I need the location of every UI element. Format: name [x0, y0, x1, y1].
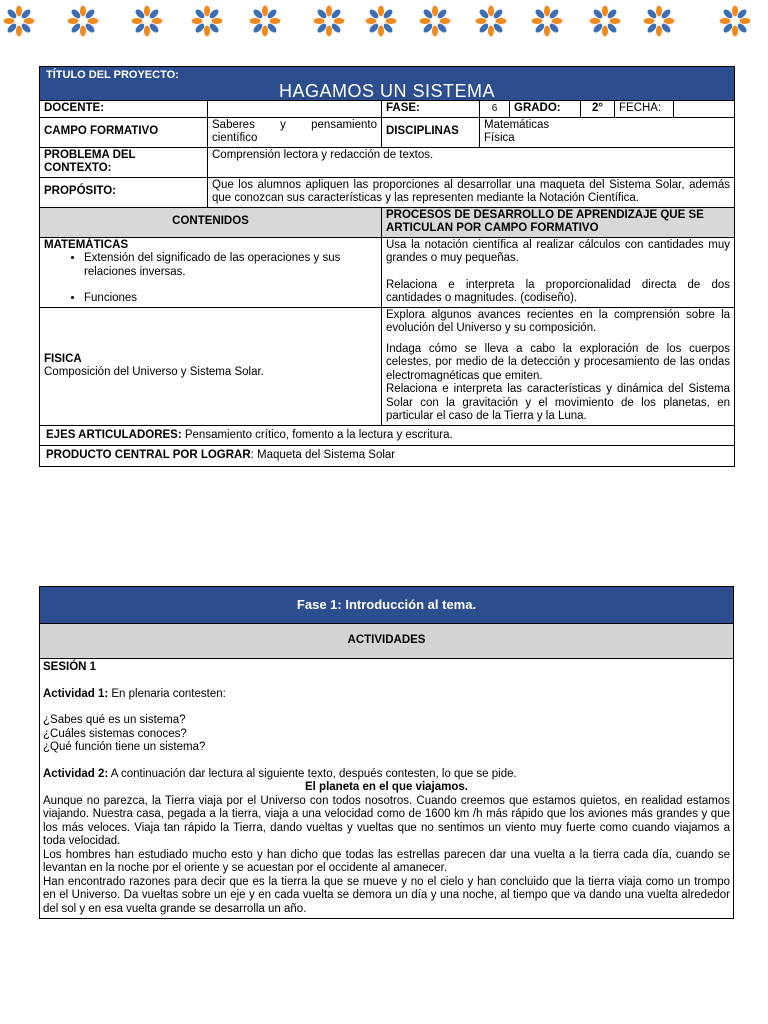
- pda-item: Relaciona e interpreta la proporcionalidad directa de dos cantidades o magnitudes. (codiseño).: [386, 278, 731, 304]
- project-title: HAGAMOS UN SISTEMA: [279, 80, 496, 101]
- ejes-value: Pensamiento crítico, fomento a la lectura y escritura.: [181, 428, 453, 441]
- question: ¿Qué función tiene un sistema?: [43, 741, 206, 753]
- pinwheel-icon: [130, 4, 164, 38]
- pinwheel-icon: [190, 4, 224, 38]
- docente-label: DOCENTE:: [40, 101, 208, 118]
- matematicas-pda: [382, 237, 735, 307]
- reading-paragraph: Han encontrado razones para decir que es la tierra la que se mueve y no el cielo y han concluido que la tierra viaja como un trompo en el Universo. Da vueltas sobre un eje y en cada vuelta se demora un día y una noche, al tiempo que va dando una vuelta alrededor del sol y en esa vuelta grande se desarrolla un año.: [43, 875, 730, 915]
- project-label: TÍTULO DEL PROYECTO:: [46, 69, 179, 81]
- ejes-label: EJES ARTICULADORES:: [46, 428, 182, 441]
- procesos-header: PROCESOS DE DESARROLLO DE APRENDIZAJE QUE SE ARTICULAN POR CAMPO FORMATIVO: [382, 207, 735, 237]
- contenidos-header: CONTENIDOS: [40, 207, 382, 237]
- pda-item: Relaciona e interpreta las características y dinámica del Sistema Solar con la gravitación y el movimiento de los planetas, en particular el caso de la Tierra y la Luna.: [386, 383, 731, 422]
- activity-1: [43, 688, 730, 702]
- reading-paragraph: Aunque no parezca, la Tierra viaja por el Universo con todos nosotros. Cuando creemos que estamos quietos, en realidad estamos viajando. Nuestra casa, pegada a la tierra, viaja a una velocidad como de 1600 km /h más rápido que los aviones más grandes y que los más veloces. Viaja tan rápido la Tierra, dando vueltas y vueltas que no sentimos un viento muy fuerte como cuando viajamos a toda velocidad.: [43, 794, 730, 847]
- producto-row: [40, 446, 735, 467]
- problema-label: PROBLEMA DEL CONTEXTO:: [40, 147, 208, 177]
- fisica-label: FISICA: [44, 352, 82, 365]
- fase-label: FASE:: [382, 101, 480, 118]
- pinwheel-icon: [474, 4, 508, 38]
- pinwheel-icon: [66, 4, 100, 38]
- pda-item: Indaga cómo se lleva a cabo la exploración de los cuerpos celestes, por medio de la detección y procesamiento de las ondas electromagnéticas que emiten.: [386, 342, 731, 382]
- producto-label: PRODUCTO CENTRAL POR LOGRAR: [46, 449, 251, 461]
- reading-title: El planeta en el que viajamos.: [305, 781, 468, 793]
- fecha-label: FECHA:: [615, 101, 674, 118]
- project-header-table: [39, 66, 735, 467]
- campo-label: CAMPO FORMATIVO: [40, 117, 208, 147]
- disciplinas-label: DISCIPLINAS: [382, 117, 480, 147]
- ejes-row: [40, 425, 735, 446]
- disciplina-item: Matemáticas: [484, 118, 550, 131]
- pda-item: Usa la notación científica al realizar cálculos con cantidades muy grandes o muy pequeñas.: [386, 238, 731, 264]
- disciplinas-value: [480, 117, 735, 147]
- pinwheel-icon: [312, 4, 346, 38]
- pda-item: Explora algunos avances recientes en la comprensión sobre la evolución del Universo y su composición.: [386, 308, 731, 334]
- matematicas-list: [44, 252, 377, 306]
- fecha-value: [674, 101, 735, 118]
- grado-label: GRADO:: [510, 101, 581, 118]
- proposito-value: Que los alumnos apliquen las proporciones al desarrollar una maqueta del Sistema Solar, además que conozcan sus características y las representen mediante la Notación Científica.: [208, 177, 735, 207]
- list-item: • Extensión del significado de las operaciones y sus relaciones inversas.: [84, 252, 377, 279]
- docente-value: [208, 101, 382, 118]
- pinwheel-icon: [364, 4, 398, 38]
- activity-1-text: En plenaria contesten:: [108, 687, 226, 700]
- fisica-text: Composición del Universo y Sistema Solar.: [44, 366, 264, 378]
- activity-2: [43, 768, 730, 782]
- project-title-cell: [40, 67, 735, 101]
- grado-value: 2°: [581, 101, 615, 118]
- fisica-pda: [382, 307, 735, 425]
- fase-value: 6: [480, 101, 510, 118]
- matematicas-content: [40, 237, 382, 307]
- activity-2-label: Actividad 2:: [43, 767, 109, 780]
- pinwheel-icon: [418, 4, 452, 38]
- pinwheel-icon: [2, 4, 36, 38]
- reading-paragraph: Los hombres han estudiado mucho esto y han dicho que todas las estrellas parecen dar una vuelta a la tierra cada día, cuando se levantan en la noche por el oriente y se acuestan por el occidente al amanecer.: [43, 848, 730, 874]
- question: ¿Cuáles sistemas conoces?: [43, 727, 187, 740]
- decorative-banner: [0, 4, 768, 38]
- phase-title: Fase 1: Introducción al tema.: [40, 587, 734, 624]
- activity-2-text: A continuación dar lectura al siguiente texto, después contesten, lo que se pide.: [108, 767, 517, 780]
- pinwheel-icon: [248, 4, 282, 38]
- phase-table: [39, 586, 734, 919]
- pinwheel-icon: [588, 4, 622, 38]
- proposito-label: PROPÓSITO:: [40, 177, 208, 207]
- campo-value: Saberes y pensamiento científico: [208, 117, 382, 147]
- pinwheel-icon: [530, 4, 564, 38]
- activity-1-label: Actividad 1:: [43, 687, 109, 700]
- pinwheel-icon: [642, 4, 676, 38]
- matematicas-label: MATEMÁTICAS: [44, 238, 129, 251]
- session-label: SESIÓN 1: [43, 661, 97, 673]
- session-content: [40, 659, 734, 919]
- problema-value: Comprensión lectora y redacción de textos.: [208, 147, 735, 177]
- disciplina-item: Física: [484, 132, 515, 144]
- activities-header: ACTIVIDADES: [40, 624, 734, 659]
- question: ¿Sabes qué es un sistema?: [43, 714, 186, 726]
- producto-value: : Maqueta del Sistema Solar: [250, 449, 396, 461]
- pinwheel-icon: [718, 4, 752, 38]
- list-item: • Funciones: [84, 292, 377, 306]
- fisica-content: [40, 307, 382, 425]
